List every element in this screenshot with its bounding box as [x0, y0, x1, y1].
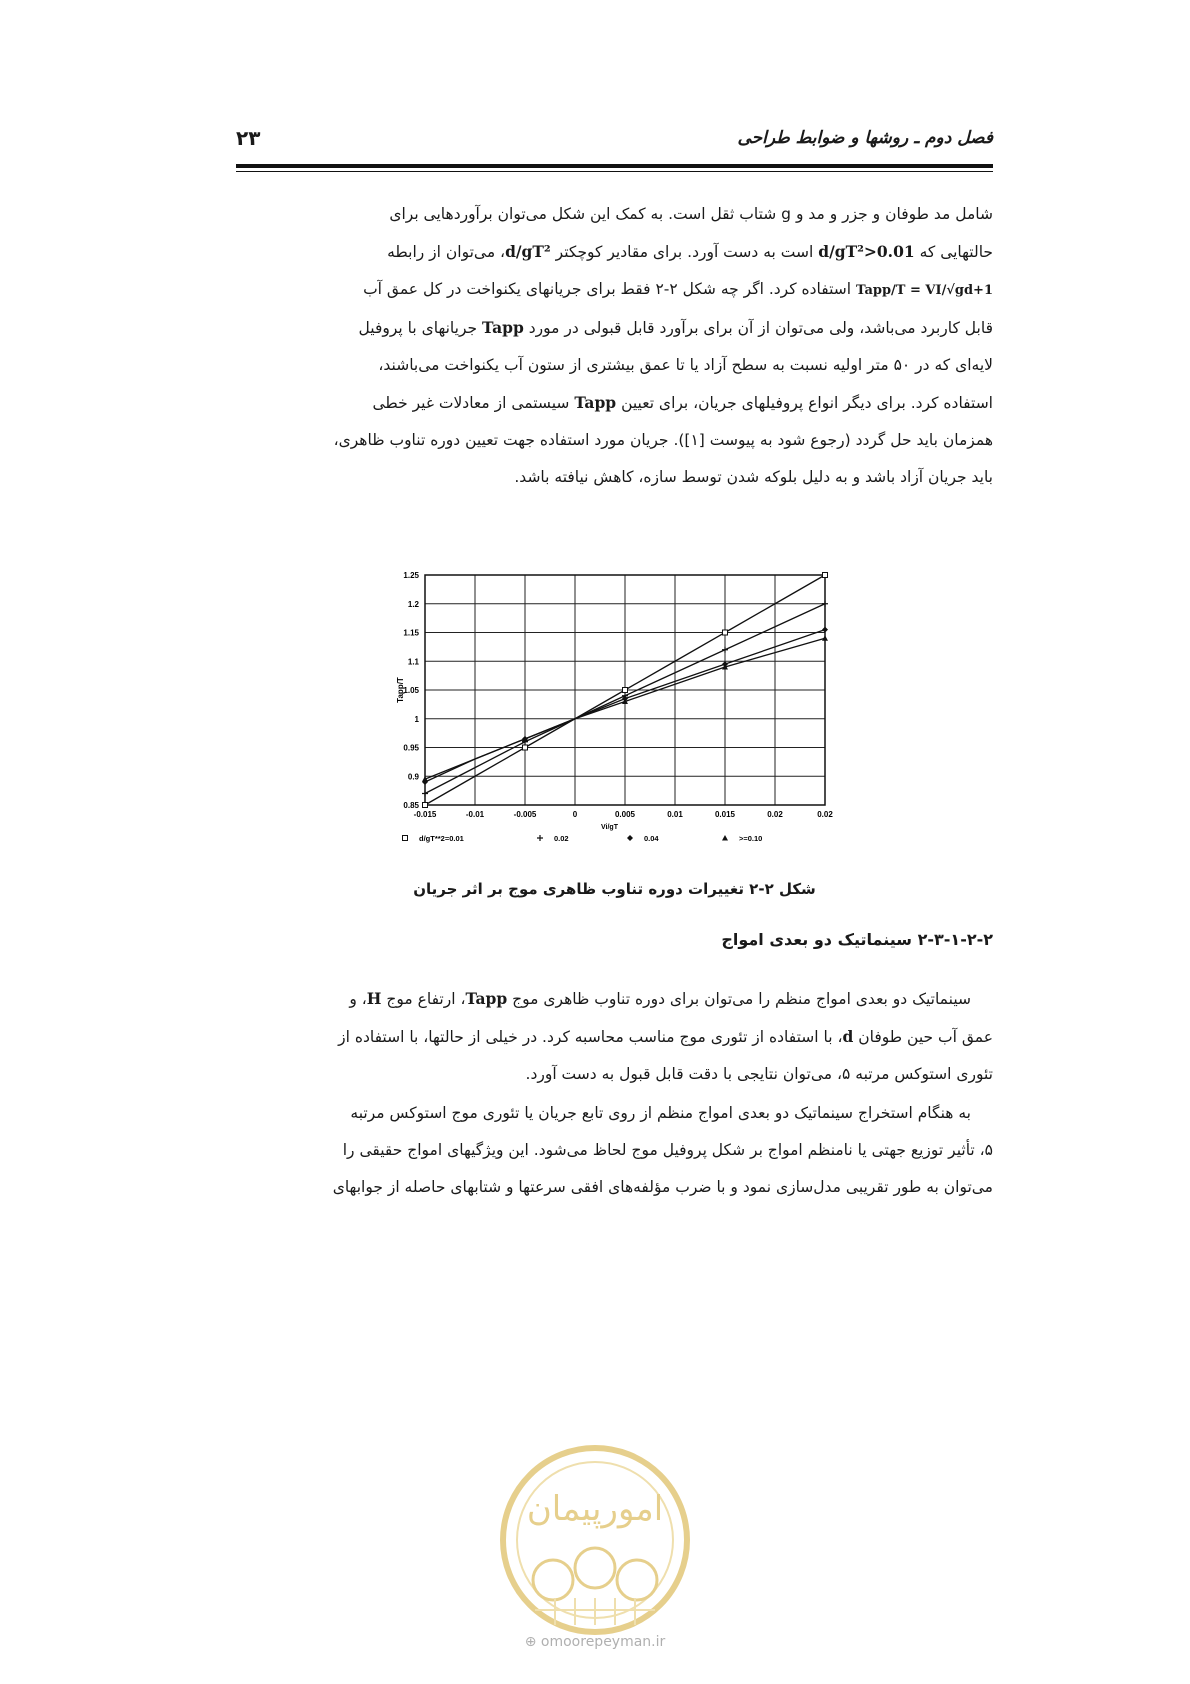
text-line: قابل کاربرد می‌باشد، ولی می‌توان از آن برای برآورد قابل قبولی در مورد Tapp جریانهای با پروفیل: [358, 318, 993, 337]
symbol-depth: d: [842, 1027, 854, 1046]
text-line: عمق آب حین طوفان d، با استفاده از تئوری موج مناسب محاسبه کرد. در خیلی از حالتها، با استفاده از: [338, 1027, 993, 1046]
page-number: ۲۳: [236, 126, 261, 150]
y-tick-label: 1.2: [407, 599, 419, 609]
text-line: می‌توان به طور تقریبی مدل‌سازی نمود و با ضرب مؤلفه‌های افقی سرعتها و شتابهای حاصله از جوابهای: [332, 1178, 993, 1196]
data-point-diamond: [627, 835, 633, 841]
text-line: ۵، تأثیر توزیع جهتی یا نامنظم امواج بر شکل پروفیل موج لحاظ می‌شود. این ویژگیهای امواج حقیقی را: [342, 1141, 993, 1159]
logo-seal-icon: [495, 1440, 695, 1640]
data-point-square: [723, 630, 728, 635]
data-point-triangle: [822, 635, 828, 641]
x-tick-label: 0.015: [714, 810, 736, 819]
data-point-plus: [722, 647, 728, 653]
x-tick-label: 0: [572, 810, 578, 819]
y-tick-label: 1.25: [403, 571, 419, 580]
data-point-plus: [822, 601, 828, 607]
symbol-height: H: [366, 989, 382, 1008]
text-line: سینماتیک دو بعدی امواج منظم را می‌توان برای دوره تناوب ظاهری موج Tapp، ارتفاع موج H، و: [349, 989, 971, 1008]
y-axis-label: Tapp/T: [396, 677, 405, 703]
x-tick-label: 0.02: [817, 810, 833, 819]
svg-text:امورپیمان: امورپیمان: [526, 1489, 664, 1529]
x-tick-label: -0.01: [465, 810, 485, 819]
legend-label: 0.04: [644, 834, 659, 843]
x-tick-label: 0.005: [614, 810, 636, 819]
header-rule-thick: [236, 164, 993, 168]
x-tick-label: 0.02: [767, 810, 783, 819]
text-line: باید جریان آزاد باشد و به دلیل بلوکه شدن توسط سازه، کاهش نیافته باشد.: [514, 468, 993, 486]
symbol-tapp: Tapp: [574, 393, 617, 412]
text-line: همزمان باید حل گردد (رجوع شود به پیوست [۱]). جریان مورد استفاده جهت تعیین دوره تناوب ظاهری،: [333, 431, 993, 449]
y-tick-label: 1: [414, 714, 419, 724]
text-line: حالتهایی که d/gT²>0.01 است به دست آورد. برای مقادیر کوچکتر d/gT²، می‌توان از رابطه: [387, 242, 993, 261]
globe-icon: ⊕: [524, 1634, 537, 1650]
legend-label: 0.02: [554, 834, 569, 843]
paragraph-3: [236, 1095, 993, 1206]
data-point-plus: [422, 791, 428, 797]
x-tick-label: -0.015: [413, 810, 437, 819]
symbol-tapp: Tapp: [465, 989, 508, 1008]
figure-caption: شکل ۲-۲ تغییرات دوره تناوب ظاهری موج بر اثر جریان: [413, 880, 816, 898]
text-line: تئوری استوکس مرتبه ۵، می‌توان نتایجی با دقت قابل قبول به دست آورد.: [525, 1065, 993, 1083]
legend-label: d/gT**2=0.01: [419, 834, 464, 843]
paragraph-1: [236, 196, 993, 496]
y-tick-label: 1.1: [407, 657, 419, 667]
y-tick-label: 0.95: [403, 743, 419, 753]
paragraph-2: [236, 980, 993, 1093]
data-point-square: [423, 803, 428, 808]
formula-apparent-period: Tapp/T = VI/√gd+1: [856, 283, 993, 298]
formula-ratio: d/gT²: [505, 242, 551, 261]
text-line: استفاده کرد. برای دیگر انواع پروفیلهای جریان، برای تعیین Tapp سیستمی از معادلات غیر خطی: [372, 393, 993, 412]
data-point-square: [623, 688, 628, 693]
data-point-diamond: [822, 627, 828, 633]
data-point-triangle: [722, 835, 728, 841]
text-line: شامل مد طوفان و جزر و مد و g شتاب ثقل است. به کمک این شکل می‌توان برآوردهایی برای: [389, 205, 993, 223]
page-header: [236, 128, 993, 156]
text-line: Tapp/T = VI/√gd+1 استفاده کرد. اگر چه شکل ۲-۲ فقط برای جریانهای یکنواخت در کل عمق آب: [363, 280, 993, 298]
header-rule-thin: [236, 171, 993, 172]
chapter-title: فصل دوم ـ روشها و ضوابط طراحی: [737, 128, 993, 148]
data-point-square: [523, 745, 528, 750]
legend-label: >=0.10: [739, 834, 763, 843]
data-point-square: [823, 573, 828, 578]
x-axis-label: Vi/gT: [601, 824, 618, 831]
symbol-tapp: Tapp: [482, 318, 524, 337]
text-line: به هنگام استخراج سینماتیک دو بعدی امواج منظم از روی تابع جریان یا تئوری موج استوکس مرتبه: [350, 1104, 971, 1122]
data-point-plus: [537, 835, 543, 841]
publisher-url: ⊕ omoorepeyman.ir: [524, 1634, 666, 1650]
y-tick-label: 0.85: [403, 801, 419, 810]
text-line: لایه‌ای که در ۵۰ متر اولیه نسبت به سطح آزاد یا تا عمق بیشتری از ستون آب یکنواخت می‌باشند،: [378, 356, 993, 374]
x-tick-label: -0.005: [513, 810, 537, 819]
y-tick-label: 1.05: [403, 686, 419, 695]
section-heading: ۲-۳-۱-۲-۲ سینماتیک دو بعدی امواج: [721, 930, 993, 949]
x-tick-label: 0.01: [667, 810, 683, 819]
chart-svg: [395, 565, 835, 865]
data-point-square: [403, 836, 408, 841]
y-tick-label: 0.9: [407, 772, 419, 782]
apparent-period-chart: [395, 565, 835, 865]
publisher-logo: [495, 1440, 695, 1640]
y-tick-label: 1.15: [403, 628, 419, 638]
formula-ratio: d/gT²>0.01: [818, 242, 915, 261]
